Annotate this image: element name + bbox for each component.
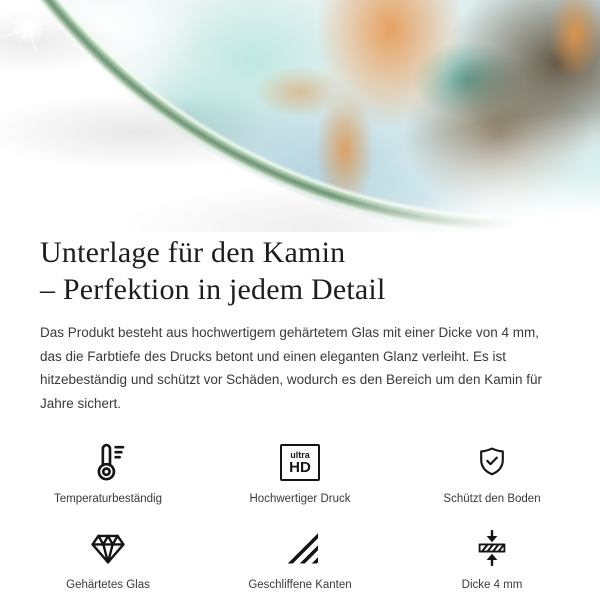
feature-label: Hochwertiger Druck (249, 493, 351, 505)
feature-label: Dicke 4 mm (461, 579, 523, 591)
title-line-2: – Perfektion in jedem Detail (40, 273, 386, 306)
uhd-badge-top-text: ultra (290, 449, 310, 460)
feature-label: Geschliffene Kanten (248, 579, 352, 591)
image-fade (0, 0, 600, 232)
product-image (0, 0, 600, 232)
feature-label: Temperaturbeständig (53, 493, 163, 505)
ultra-hd-badge-icon (280, 439, 320, 485)
diamond-icon (90, 525, 126, 571)
page-title (40, 234, 560, 308)
feature-item-print (204, 439, 396, 505)
feature-item-tempered-glass (12, 525, 204, 591)
feature-grid (0, 439, 600, 591)
uhd-badge-bottom-text: HD (289, 458, 311, 476)
thickness-arrows-icon (477, 525, 507, 571)
feature-label: Schützt den Boden (443, 493, 541, 505)
feature-item-temperature (12, 439, 204, 505)
feature-item-thickness (396, 525, 588, 591)
title-line-1: Unterlage für den Kamin (40, 236, 346, 269)
feature-item-protect (396, 439, 588, 505)
feature-label: Gehärtetes Glas (66, 579, 150, 591)
polished-edges-icon (282, 525, 318, 571)
thermometer-icon (88, 439, 128, 485)
product-description: Das Produkt besteht aus hochwertigem gehärtetem Glas mit einer Dicke von 4 mm, das die Farbtiefe des Drucks betont und einen eleganten Glanz verleiht. Es ist hitzebeständig und schützt vor Schäden, wodurch es den Bereich um den Kamin für Jahre sichert. (40, 325, 543, 411)
shield-check-icon (476, 439, 508, 485)
feature-item-edges (204, 525, 396, 591)
text-block (0, 232, 600, 415)
